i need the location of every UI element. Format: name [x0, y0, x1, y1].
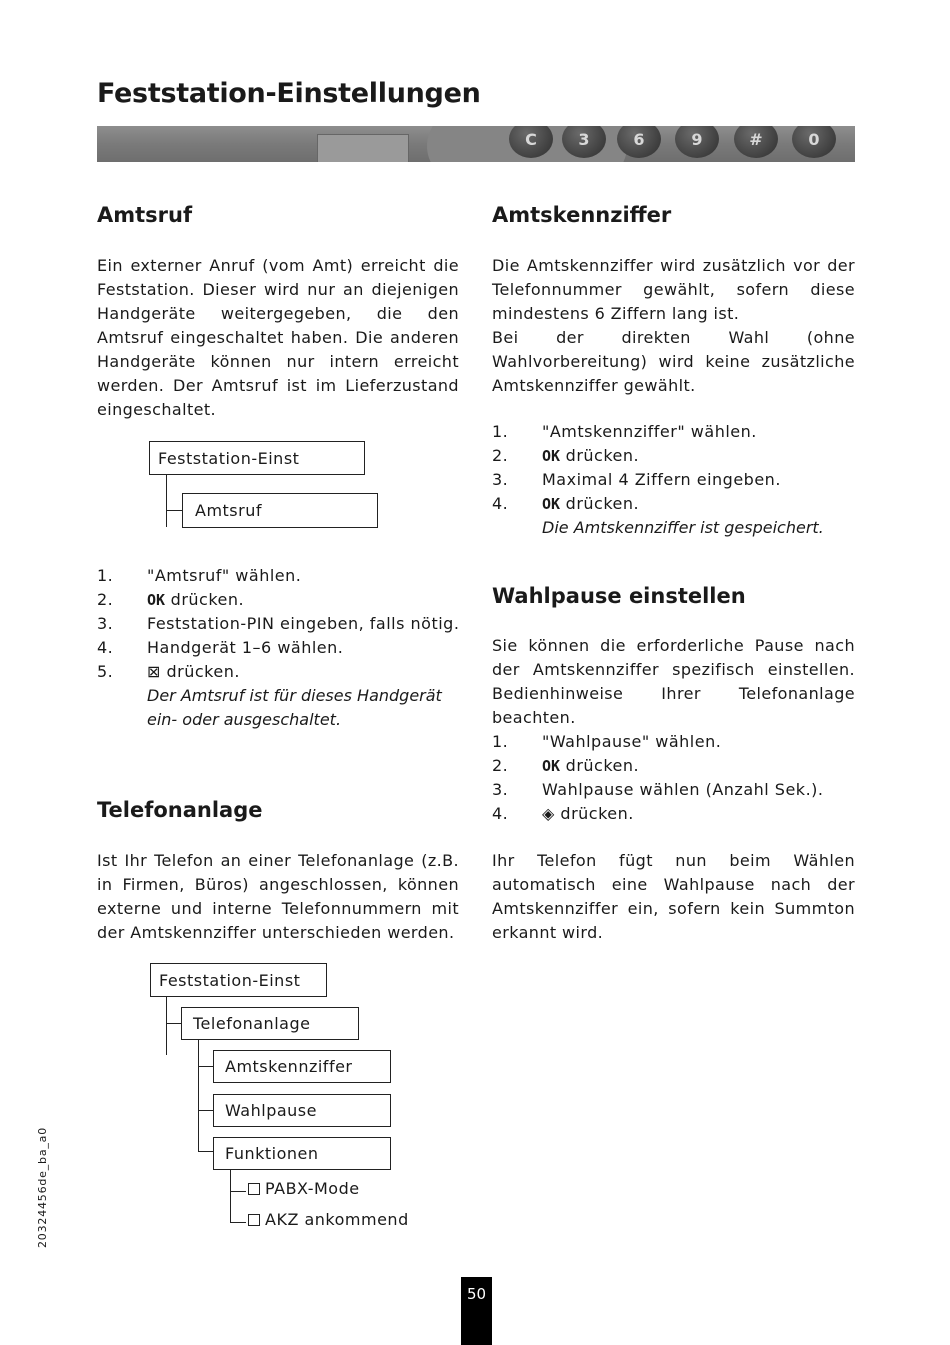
amtskennziffer-note: Die Amtskennziffer ist gespeichert.	[542, 518, 824, 537]
menu-box-feststation-einst: Feststation-Einst	[149, 441, 365, 475]
section-title-amtskennziffer: Amtskennziffer	[492, 203, 672, 227]
menu-box-funktionen: Funktionen	[213, 1137, 391, 1170]
phone-key-c: C	[509, 126, 553, 158]
option-pabx-mode: PABX-Mode	[248, 1179, 360, 1198]
list-item: 2. OK drücken.	[492, 756, 640, 775]
amtsruf-note: Der Amtsruf ist für dieses Handgerät ein- oder ausgeschaltet.	[147, 686, 442, 729]
phone-key-6: 6	[617, 126, 661, 158]
option-akz-ankommend: AKZ ankommend	[248, 1210, 409, 1229]
document-code: 20324456de_ba_a0	[36, 1126, 49, 1248]
menu-box-amtskennziffer: Amtskennziffer	[213, 1050, 391, 1083]
list-item: 2. OK drücken.	[492, 446, 640, 465]
phone-key-hash: #	[734, 126, 778, 158]
list-item: 1. "Amtsruf" wählen.	[97, 566, 302, 585]
page-number: 50	[461, 1277, 492, 1345]
amtskennziffer-text-1: Die Amtskennziffer wird zusätzlich vor der Telefonnummer gewählt, sofern diese mindestens 6 Ziffern lang ist.	[492, 256, 855, 323]
select-key-icon: ⊠	[147, 662, 161, 681]
list-item: 4. ◈ drücken.	[492, 804, 634, 823]
list-item: 1. "Amtskennziffer" wählen.	[492, 422, 757, 441]
amtsruf-text: Ein externer Anruf (vom Amt) erreicht die Feststation. Dieser wird nur an diejenigen Handgeräte weitergegeben, die den Amtsruf eingeschaltet haben. Die anderen Handgeräte können nur intern erreicht werden. Der Amtsruf ist im Lieferzustand eingeschaltet.	[97, 256, 459, 419]
phone-key-0: 0	[792, 126, 836, 158]
section-title-wahlpause: Wahlpause einstellen	[492, 584, 746, 608]
ok-key-icon: OK	[542, 447, 561, 465]
checkbox-icon	[248, 1214, 260, 1226]
list-item: 4. Handgerät 1–6 wählen.	[97, 638, 344, 657]
wahlpause-text: Sie können die erforderliche Pause nach der Amtskennziffer spezifisch einstellen. Bedienhinweise Ihrer Telefonanlage beachten.	[492, 636, 855, 727]
list-item: 3. Maximal 4 Ziffern eingeben.	[492, 470, 781, 489]
checkbox-icon	[248, 1183, 260, 1195]
menu-box-wahlpause: Wahlpause	[213, 1094, 391, 1127]
menu-box-telefonanlage: Telefonanlage	[181, 1007, 359, 1040]
header-banner-phone-image	[97, 126, 855, 162]
list-item: 2. OK drücken.	[97, 590, 245, 609]
list-item: 1. "Wahlpause" wählen.	[492, 732, 722, 751]
list-item: 4. OK drücken.	[492, 494, 640, 513]
page-title: Feststation-Einstellungen	[97, 78, 481, 109]
section-title-telefonanlage: Telefonanlage	[97, 798, 263, 822]
amtskennziffer-steps	[492, 420, 857, 540]
menu-box-amtsruf: Amtsruf	[182, 493, 378, 528]
phone-key-9: 9	[675, 126, 719, 158]
wahlpause-steps	[492, 730, 857, 826]
nav-key-icon: ◈	[542, 804, 555, 823]
ok-key-icon: OK	[147, 591, 166, 609]
list-item: 3. Feststation-PIN eingeben, falls nötig.	[97, 614, 460, 633]
amtsruf-steps	[97, 564, 462, 732]
menu-box-feststation-einst-2: Feststation-Einst	[150, 963, 327, 997]
wahlpause-text-after: Ihr Telefon fügt nun beim Wählen automatisch eine Wahlpause nach der Amtskennziffer ein, sofern kein Summton erkannt wird.	[492, 851, 855, 942]
phone-display-image	[317, 134, 409, 162]
list-item: 5. ⊠ drücken.	[97, 662, 240, 681]
ok-key-icon: OK	[542, 495, 561, 513]
list-item: 3. Wahlpause wählen (Anzahl Sek.).	[492, 780, 824, 799]
section-title-amtsruf: Amtsruf	[97, 203, 193, 227]
ok-key-icon: OK	[542, 757, 561, 775]
telefonanlage-text: Ist Ihr Telefon an einer Telefonanlage (z.B. in Firmen, Büros) angeschlossen, können externe und interne Telefonnummern mit der Amtskennziffer unterschieden werden.	[97, 851, 459, 942]
amtskennziffer-text-2: Bei der direkten Wahl (ohne Wahlvorbereitung) wird keine zusätzliche Amtskennziffer gewählt.	[492, 328, 855, 395]
phone-key-3: 3	[562, 126, 606, 158]
